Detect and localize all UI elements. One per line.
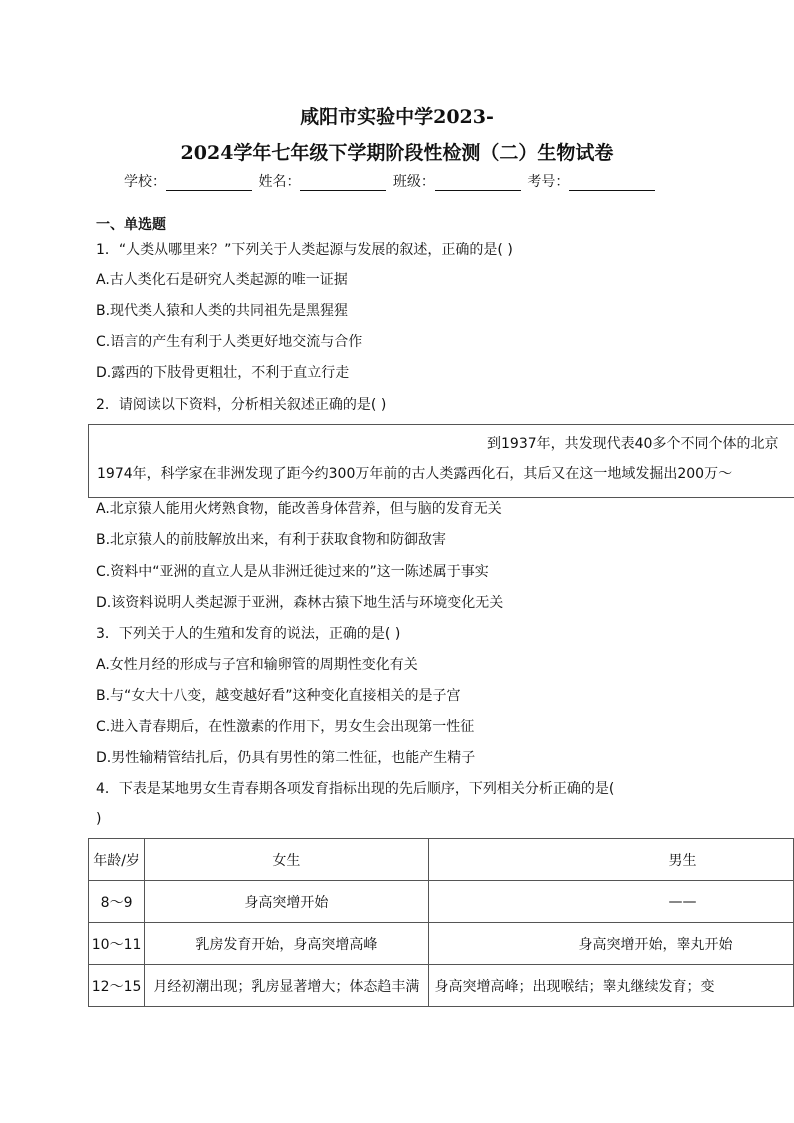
table-header-age: 年龄/岁 <box>89 839 145 881</box>
q2-option-d: D.该资料说明人类起源于亚洲，森林古猿下地生活与环境变化无关 <box>96 595 504 611</box>
q2-material-line2: 1974年，科学家在非洲发现了距今约300万年前的古人类露西化石，其后又在这一地域发掘出200万～ <box>97 466 733 482</box>
table-cell-female: 月经初潮出现；乳房显著增大；体态趋丰满 <box>145 965 428 1007</box>
exam-number-blank <box>569 176 655 191</box>
table-header-row <box>89 839 794 881</box>
exam-title-line1: 咸阳市实验中学2023- <box>300 106 494 128</box>
q1-option-d: D.露西的下肢骨更粗壮，不利于直立行走 <box>96 365 350 381</box>
q2-material-line1: 到1937年，共发现代表40多个不同个体的北京 <box>487 436 779 452</box>
exam-title-line2: 2024学年七年级下学期阶段性检测（二）生物试卷 <box>180 142 614 164</box>
q2-stem: 2．请阅读以下资料，分析相关叙述正确的是( ) <box>96 397 387 413</box>
table-cell-age: 8～9 <box>89 881 145 923</box>
student-info-row <box>124 171 657 191</box>
name-blank <box>300 176 386 191</box>
table-cell-female: 乳房发育开始，身高突增高峰 <box>145 923 428 965</box>
q2-material-box <box>88 424 794 498</box>
q1-stem: 1．“人类从哪里来？”下列关于人类起源与发展的叙述，正确的是( ) <box>96 242 513 258</box>
table-cell-male: 身高突增开始，睾丸开始 <box>428 923 793 965</box>
table-row <box>89 923 794 965</box>
q4-stem-line2: ) <box>96 811 102 827</box>
q2-option-b: B.北京猿人的前肢解放出来，有利于获取食物和防御敌害 <box>96 532 447 548</box>
table-cell-male: 身高突增高峰；出现喉结；睾丸继续发育；变 <box>428 965 793 1007</box>
school-blank <box>166 176 252 191</box>
table-header-male: 男生 <box>428 839 793 881</box>
q3-option-c: C.进入青春期后，在性激素的作用下，男女生会出现第一性征 <box>96 719 475 735</box>
class-label: 班级： <box>392 174 435 190</box>
table-cell-male: —— <box>428 881 793 923</box>
class-blank <box>435 176 521 191</box>
q3-stem: 3．下列关于人的生殖和发育的说法，正确的是( ) <box>96 626 401 642</box>
table-cell-age: 10～11 <box>89 923 145 965</box>
q3-option-b: B.与“女大十八变，越变越好看”这种变化直接相关的是子宫 <box>96 688 461 704</box>
table-row <box>89 881 794 923</box>
school-label: 学校： <box>124 174 166 190</box>
section-title: 一、单选题 <box>96 217 166 233</box>
table-cell-female: 身高突增开始 <box>145 881 428 923</box>
q1-option-a: A.古人类化石是研究人类起源的唯一证据 <box>96 272 348 288</box>
q1-option-b: B.现代类人猿和人类的共同祖先是黑猩猩 <box>96 303 349 319</box>
q4-development-table <box>88 838 794 1007</box>
table-row <box>89 965 794 1007</box>
q3-option-d: D.男性输精管结扎后，仍具有男性的第二性征，也能产生精子 <box>96 750 476 766</box>
exam-number-label: 考号： <box>527 174 570 190</box>
q2-option-a: A.北京猿人能用火烤熟食物，能改善身体营养，但与脑的发育无关 <box>96 501 502 517</box>
q3-option-a: A.女性月经的形成与子宫和输卵管的周期性变化有关 <box>96 657 418 673</box>
table-header-female: 女生 <box>145 839 428 881</box>
q4-stem-line1: 4．下表是某地男女生青春期各项发育指标出现的先后顺序，下列相关分析正确的是( <box>96 781 615 797</box>
table-cell-age: 12～15 <box>89 965 145 1007</box>
name-label: 姓名： <box>258 174 301 190</box>
q1-option-c: C.语言的产生有利于人类更好地交流与合作 <box>96 334 363 350</box>
q2-option-c: C.资料中“亚洲的直立人是从非洲迁徙过来的”这一陈述属于事实 <box>96 564 489 580</box>
